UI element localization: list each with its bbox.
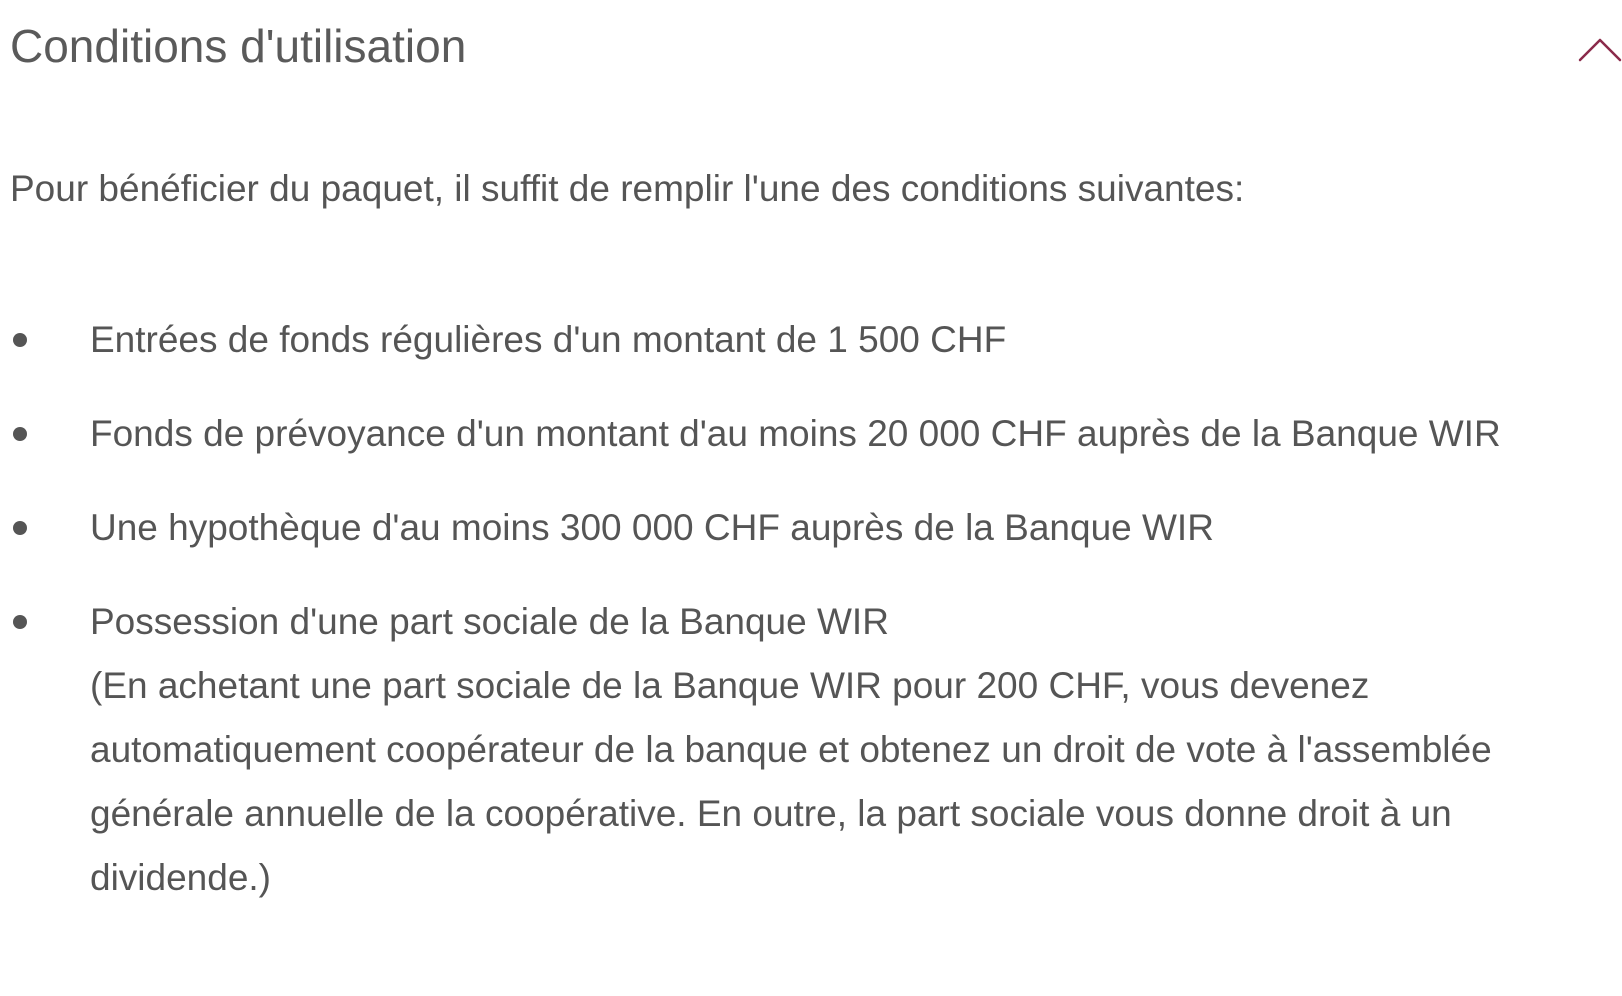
condition-text: Possession d'une part sociale de la Banque WIR bbox=[90, 601, 889, 642]
intro-text: Pour bénéficier du paquet, il suffit de remplir l'une des conditions suivantes: bbox=[10, 168, 1245, 209]
condition-text: Fonds de prévoyance d'un montant d'au moins 20 000 CHF auprès de la Banque WIR bbox=[90, 413, 1501, 454]
bullet-icon bbox=[13, 333, 27, 347]
conditions-list bbox=[0, 308, 1622, 940]
accordion-header[interactable] bbox=[0, 0, 1622, 100]
list-item bbox=[0, 402, 1622, 466]
chevron-up-icon[interactable] bbox=[1578, 34, 1622, 62]
list-item bbox=[0, 590, 1622, 910]
condition-text: Une hypothèque d'au moins 300 000 CHF auprès de la Banque WIR bbox=[90, 507, 1214, 548]
bullet-icon bbox=[13, 427, 27, 441]
condition-note: (En achetant une part sociale de la Banque WIR pour 200 CHF, vous devenez automatiquement coopérateur de la banque et obtenez un droit de vote à l'assemblée générale annuelle de la coopérative. En outre, la part sociale vous donne droit à un dividende.) bbox=[90, 665, 1492, 898]
condition-text: Entrées de fonds régulières d'un montant de 1 500 CHF bbox=[90, 319, 1007, 360]
bullet-icon bbox=[13, 615, 27, 629]
list-item bbox=[0, 308, 1622, 372]
bullet-icon bbox=[13, 521, 27, 535]
list-item bbox=[0, 496, 1622, 560]
section-title: Conditions d'utilisation bbox=[10, 20, 467, 72]
